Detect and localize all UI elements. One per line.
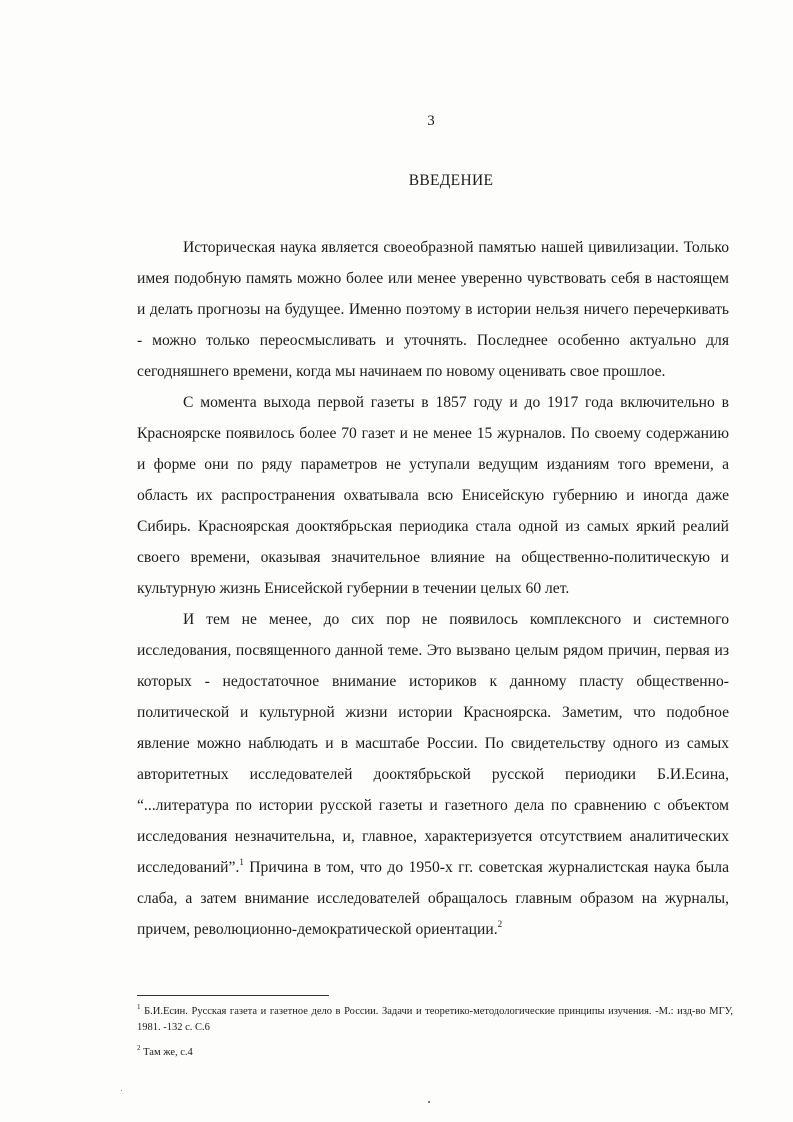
- footnote-1: [137, 1004, 733, 1036]
- paragraph-3-part-b: Причина в том, что до 1950-х гг. советская журналистская наука была слаба, а затем внимание исследователей обращалось главным образом на журналы, причем, революционно-демократической ориентации.: [137, 859, 729, 938]
- section-heading: ВВЕДЕНИЕ: [408, 172, 494, 189]
- footnote-1-text: Б.И.Есин. Русская газета и газетное дело в России. Задачи и теоретико-методологические принципы изучения. -М.: изд-во МГУ, 1981. -132 с. С.6: [137, 1006, 733, 1033]
- scan-speck: [428, 1101, 430, 1103]
- footnote-ref-2: 2: [497, 919, 503, 929]
- paragraph-2: С момента выхода первой газеты в 1857 году и до 1917 года включительно в Красноярске появилось более 70 газет и не менее 15 журналов. По своему содержанию и форме они по ряду параметров не уступали ведущим изданиям того времени, а область их распространения охватывала всю Енисейскую губернию и иногда даже Сибирь. Красноярская дооктябрьская периодика стала одной из самых яркий реалий своего времени, оказывая значительное влияние на общественно-политическую и культурную жизнь Енисейской губернии в течении целых 60 лет.: [137, 394, 729, 597]
- footnote-ref-1: 1: [239, 857, 244, 867]
- paragraph-1: Историческая наука является своеобразной памятью нашей цивилизации. Только имея подобную память можно более или менее уверенно чувствовать себя в настоящем и делать прогнозы на будущее. Именно поэтому в истории нельзя ничего перечеркивать - можно только переосмысливать и уточнять. Последнее особенно актуально для сегодняшнего времени, когда мы начинаем по новому оценивать свое прошлое.: [137, 239, 729, 380]
- paragraph-3: [137, 604, 729, 945]
- footnotes: [137, 1004, 733, 1061]
- footnote-2-text: Там же, с.4: [140, 1047, 193, 1058]
- body-text: [137, 232, 729, 945]
- footnote-1-marker: 1: [137, 1003, 141, 1011]
- footnote-2: [137, 1045, 733, 1061]
- footnote-2-marker: 2: [137, 1044, 141, 1052]
- page-number: 3: [427, 113, 435, 129]
- scan-speck: [121, 1090, 122, 1091]
- paragraph-3-part-a: И тем не менее, до сих пор не появилось комплексного и системного исследования, посвященного данной теме. Это вызвано целым рядом причин, первая из которых - недостаточное внимание историков к данному пласту общественно-политической и культурной жизни истории Красноярска. Заметим, что подобное явление можно наблюдать и в масштабе России. По свидетельству одного из самых авторитетных исследователей дооктябрьской русской периодики Б.И.Есина, “...литература по истории русской газеты и газетного дела по сравнению с объектом исследования незначительна, и, главное, характеризуется отсутствием аналитических исследований”.: [137, 611, 729, 876]
- footnote-separator: [137, 995, 329, 996]
